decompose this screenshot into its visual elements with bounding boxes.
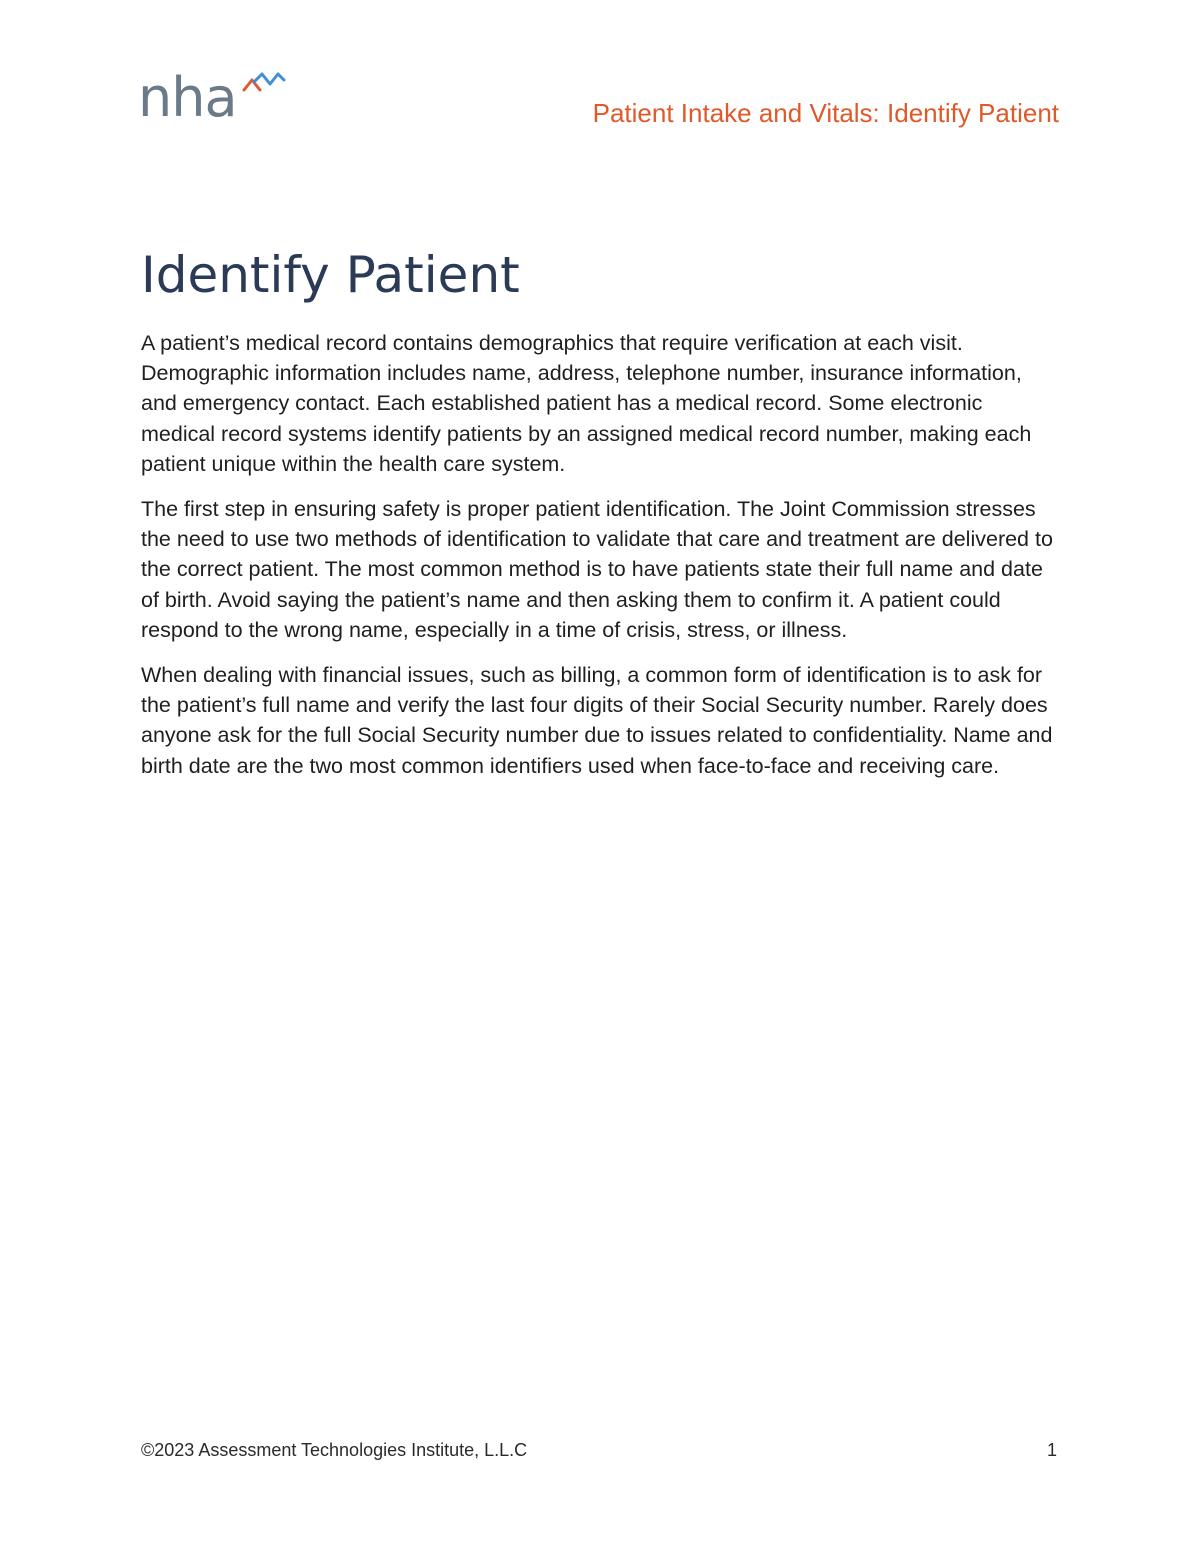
paragraph-patient-identification: The first step in ensuring safety is proper patient identification. The Joint Commission stresses the need to use two methods of identification to validate that care and treatment are delivered to the correct patient. The most common method is to have patients state their full name and date of birth. Avoid saying the patient’s name and then asking them to confirm it. A patient could respond to the wrong name, especially in a time of crisis, stress, or illness. <box>141 497 1053 642</box>
footer-copyright: ©2023 Assessment Technologies Institute, L.L.C <box>141 1440 528 1460</box>
logo-text: nha <box>138 66 237 129</box>
header-title: Patient Intake and Vitals: Identify Patient <box>592 98 1059 128</box>
nha-logo <box>138 66 288 130</box>
page-title: Identify Patient <box>141 246 520 304</box>
paragraph-record-demographics: A patient’s medical record contains demographics that require verification at each visit. Demographic information includes name, address, telephone number, insurance information, and emergency contact. Each established patient has a medical record. Some electronic medical record systems identify patients by an assigned medical record number, making each patient unique within the health care system. <box>141 331 1032 476</box>
paragraph-financial-identification: When dealing with financial issues, such as billing, a common form of identification is to ask for the patient’s full name and verify the last four digits of their Social Security number. Rarely does anyone ask for the full Social Security number due to issues related to confidentiality. Name and birth date are the two most common identifiers used when face-to-face and receiving care. <box>141 663 1053 778</box>
logo-chevron-icon <box>242 70 286 98</box>
body-text <box>141 328 1061 796</box>
page-number: 1 <box>1046 1440 1057 1460</box>
